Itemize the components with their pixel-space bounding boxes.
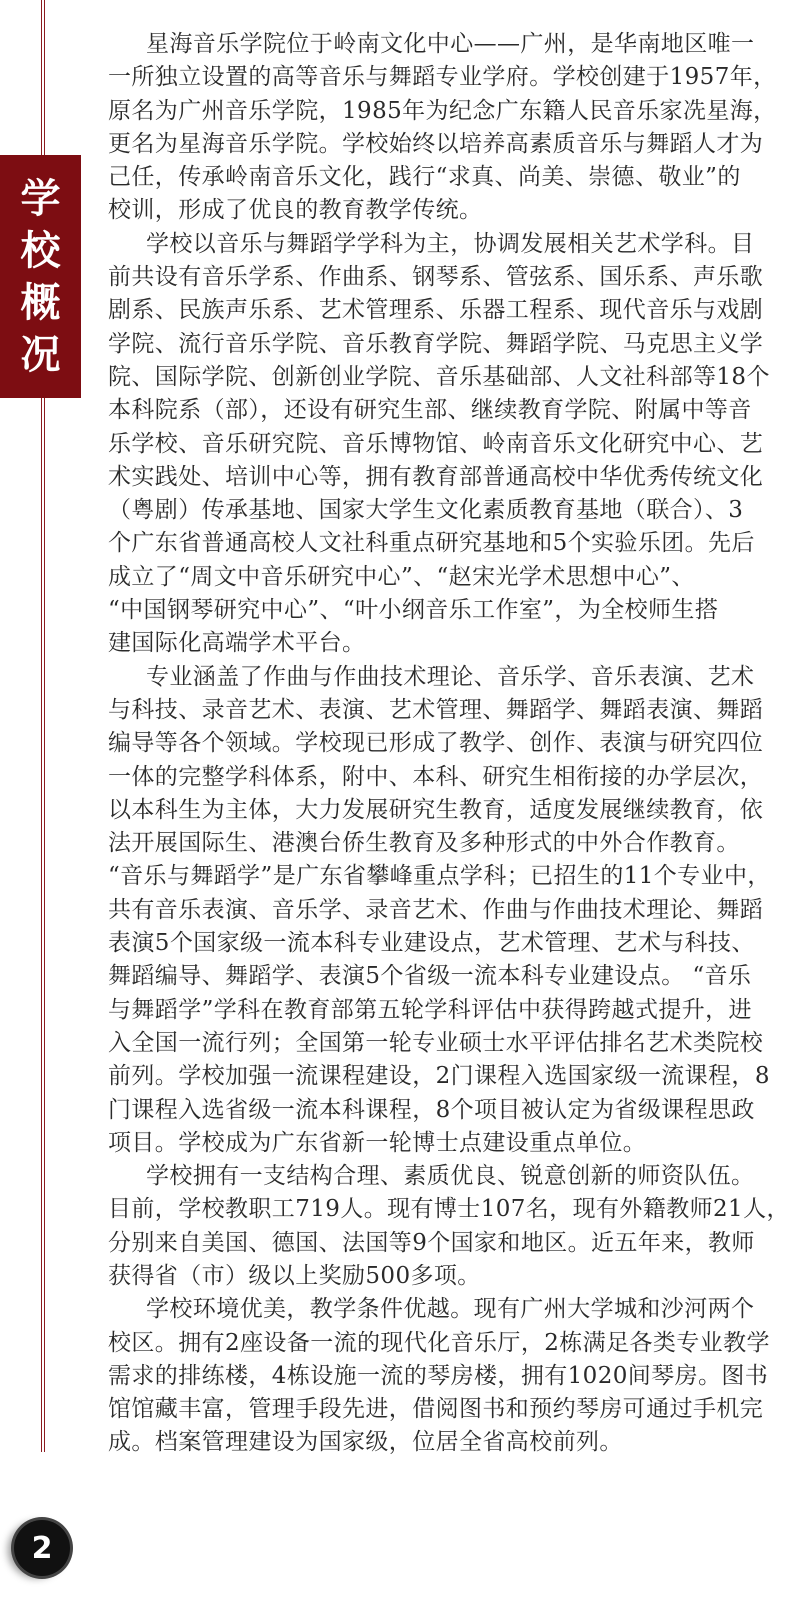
section-title-char: 概 — [20, 279, 61, 326]
text-line: 前列。学校加强一流课程建设，2门课程入选国家级一流课程，8 — [108, 1063, 770, 1090]
text-line: 以本科生为主体，大力发展研究生教育，适度发展继续教育，依 — [108, 796, 764, 823]
text-line: 与科技、录音艺术、表演、艺术管理、舞蹈学、舞蹈表演、舞蹈 — [108, 696, 764, 723]
text-line: 成立了“周文中音乐研究中心”、“赵宋光学术思想中心”、 — [108, 563, 695, 590]
paragraph — [108, 28, 788, 228]
section-title-char: 况 — [20, 331, 61, 378]
text-line: 分别来自美国、德国、法国等9个国家和地区。近五年来，教师 — [108, 1229, 755, 1256]
text-line: 需求的排练楼，4栋设施一流的琴房楼，拥有1020间琴房。图书 — [108, 1362, 769, 1389]
text-line: 法开展国际生、港澳台侨生教育及多种形式的中外合作教育。 — [108, 830, 740, 857]
text-line: （粤剧）传承基地、国家大学生文化素质教育基地（联合）、3 — [108, 497, 744, 524]
page-number: 2 — [31, 1530, 53, 1566]
paragraph — [108, 228, 788, 661]
text-line: 校训，形成了优良的教育教学传统。 — [108, 197, 483, 224]
paragraph — [108, 661, 788, 1160]
text-line: 门课程入选省级一流本科课程，8个项目被认定为省级课程思政 — [108, 1096, 755, 1123]
text-line: 术实践处、培训中心等，拥有教育部普通高校中华优秀传统文化 — [108, 463, 764, 490]
text-line: 入全国一流行列；全国第一轮专业硕士水平评估排名艺术类院校 — [108, 1029, 764, 1056]
text-line: 编导等各个领域。学校现已形成了教学、创作、表演与研究四位 — [108, 730, 764, 757]
paragraph — [108, 1160, 788, 1293]
text-line: 目前，学校教职工719人。现有博士107名，现有外籍教师21人， — [108, 1196, 790, 1223]
section-title-char: 校 — [20, 227, 61, 274]
text-line: 成。档案管理建设为国家级，位居全省高校前列。 — [108, 1429, 623, 1456]
text-line: 建国际化高端学术平台。 — [108, 630, 366, 657]
text-line: 本科院系（部），还设有研究生部、继续教育学院、附属中等音 — [108, 397, 752, 424]
text-line: 学院、流行音乐学院、音乐教育学院、舞蹈学院、马克思主义学 — [108, 330, 764, 357]
text-line: 专业涵盖了作曲与作曲技术理论、音乐学、音乐表演、艺术 — [146, 663, 755, 690]
text-line: 一所独立设置的高等音乐与舞蹈专业学府。学校创建于1957年， — [108, 64, 777, 91]
text-line: 己任，传承岭南音乐文化，践行“求真、尚美、崇德、敬业”的 — [108, 164, 741, 191]
paragraph — [108, 1293, 788, 1459]
text-line: “音乐与舞蹈学”是广东省攀峰重点学科；已招生的11个专业中， — [108, 863, 771, 890]
text-line: 星海音乐学院位于岭南文化中心——广州，是华南地区唯一 — [146, 31, 755, 57]
text-line: 一体的完整学科体系，附中、本科、研究生相衔接的办学层次， — [108, 763, 764, 790]
page-number-badge — [14, 1520, 70, 1576]
text-line: 院、国际学院、创新创业学院、音乐基础部、人文社科部等18个 — [108, 363, 770, 390]
text-line: 与舞蹈学”学科在教育部第五轮学科评估中获得跨越式提升，进 — [108, 996, 752, 1023]
text-line: 更名为星海音乐学院。学校始终以培养高素质音乐与舞蹈人才为 — [108, 130, 764, 157]
text-line: 学校环境优美，教学条件优越。现有广州大学城和沙河两个 — [146, 1296, 755, 1323]
text-line: 馆馆藏丰富，管理手段先进，借阅图书和预约琴房可通过手机完 — [108, 1396, 764, 1423]
text-line: 剧系、民族声乐系、艺术管理系、乐器工程系、现代音乐与戏剧 — [108, 297, 764, 324]
text-line: “中国钢琴研究中心”、“叶小纲音乐工作室”，为全校师生搭 — [108, 597, 719, 624]
section-title-char: 学 — [20, 175, 61, 222]
text-line: 个广东省普通高校人文社科重点研究基地和5个实验乐团。先后 — [108, 530, 755, 557]
text-line: 舞蹈编导、舞蹈学、表演5个省级一流本科专业建设点。 “音乐 — [108, 963, 752, 990]
text-line: 表演5个国家级一流本科专业建设点，艺术管理、艺术与科技、 — [108, 930, 755, 957]
section-title-banner — [0, 155, 81, 398]
text-line: 乐学校、音乐研究院、音乐博物馆、岭南音乐文化研究中心、艺 — [108, 430, 764, 457]
text-line: 校区。拥有2座设备一流的现代化音乐厅，2栋满足各类专业教学 — [108, 1329, 770, 1356]
text-line: 获得省（市）级以上奖励500多项。 — [108, 1262, 481, 1289]
text-line: 共有音乐表演、音乐学、录音艺术、作曲与作曲技术理论、舞蹈 — [108, 896, 764, 923]
text-line: 项目。学校成为广东省新一轮博士点建设重点单位。 — [108, 1129, 647, 1156]
text-line: 前共设有音乐学系、作曲系、钢琴系、管弦系、国乐系、声乐歌 — [108, 264, 764, 291]
text-line: 学校以音乐与舞蹈学学科为主，协调发展相关艺术学科。目 — [146, 230, 755, 257]
text-line: 学校拥有一支结构合理、素质优良、锐意创新的师资队伍。 — [146, 1163, 755, 1190]
text-line: 原名为广州音乐学院，1985年为纪念广东籍人民音乐家冼星海， — [108, 97, 777, 124]
body-text — [108, 28, 788, 1460]
